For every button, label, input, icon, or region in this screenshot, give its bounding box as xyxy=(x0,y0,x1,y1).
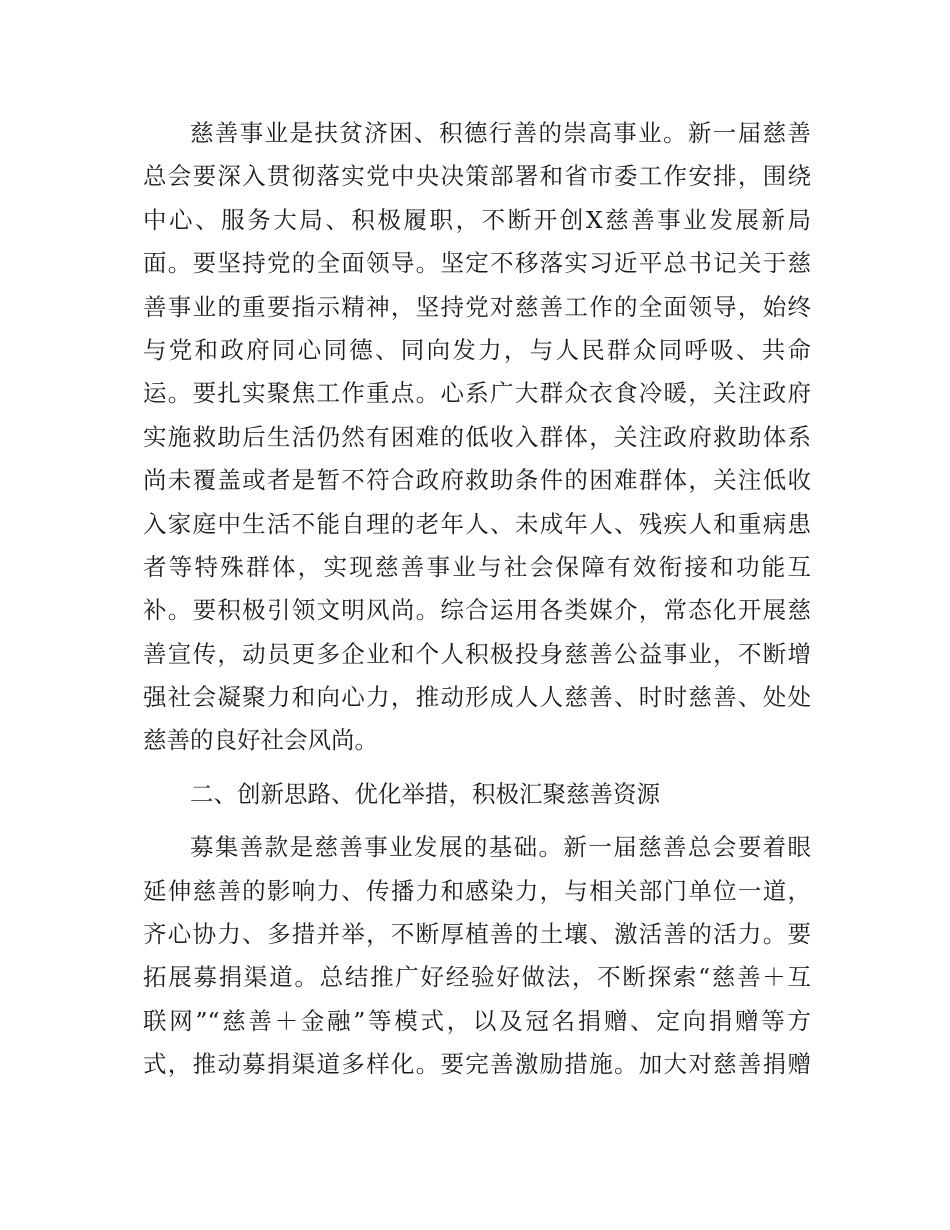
paragraph-line: 联网”“慈善＋金融”等模式，以及冠名捐赠、定向捐赠等方 xyxy=(143,1006,811,1035)
paragraph-line: 慈善事业是扶贫济困、积德行善的崇高事业。新一届慈善 xyxy=(190,119,811,147)
paragraph-2 xyxy=(143,826,811,1086)
paragraph-line: 运。要扎实聚焦工作重点。心系广大群众衣食冷暖，关注政府 xyxy=(143,379,811,408)
paragraph-line: 善事业的重要指示精神，坚持党对慈善工作的全面领导，始终 xyxy=(143,292,811,321)
paragraph-1 xyxy=(143,112,811,763)
paragraph-line: 总会要深入贯彻落实党中央决策部署和省市委工作安排，围绕 xyxy=(143,162,811,191)
paragraph-line: 实施救助后生活仍然有困难的低收入群体，关注政府救助体系 xyxy=(143,422,811,451)
document-body xyxy=(143,112,811,1087)
paragraph-line: 强社会凝聚力和向心力，推动形成人人慈善、时时慈善、处处 xyxy=(143,683,811,712)
paragraph-line: 齐心协力、多措并举，不断厚植善的土壤、激活善的活力。要 xyxy=(143,920,811,949)
paragraph-line: 式，推动募捐渠道多样化。要完善激励措施。加大对慈善捐赠 xyxy=(143,1050,811,1079)
paragraph-line: 延伸慈善的影响力、传播力和感染力，与相关部门单位一道， xyxy=(143,876,811,905)
paragraph-line: 入家庭中生活不能自理的老年人、未成年人、残疾人和重病患 xyxy=(143,509,811,538)
paragraph-line: 者等特殊群体，实现慈善事业与社会保障有效衔接和功能互 xyxy=(143,552,811,581)
paragraph-line: 面。要坚持党的全面领导。坚定不移落实习近平总书记关于慈 xyxy=(143,249,811,278)
paragraph-line: 慈善的良好社会风尚。 xyxy=(143,726,378,755)
section-heading: 二、创新思路、优化举措，积极汇聚慈善资源 xyxy=(190,779,660,808)
paragraph-line: 中心、服务大局、积极履职，不断开创X慈善事业发展新局 xyxy=(143,205,811,234)
paragraph-line: 尚未覆盖或者是暂不符合政府救助条件的困难群体，关注低收 xyxy=(143,466,811,495)
paragraph-line: 拓展募捐渠道。总结推广好经验好做法，不断探索“慈善＋互 xyxy=(143,963,811,992)
paragraph-gap xyxy=(143,816,811,826)
paragraph-line: 善宣传，动员更多企业和个人积极投身慈善公益事业，不断增 xyxy=(143,639,811,668)
paragraph-line: 补。要积极引领文明风尚。综合运用各类媒介，常态化开展慈 xyxy=(143,596,811,625)
paragraph-line: 募集善款是慈善事业发展的基础。新一届慈善总会要着眼 xyxy=(190,833,811,862)
paragraph-line: 与党和政府同心同德、同向发力，与人民群众同呼吸、共命 xyxy=(143,335,811,364)
paragraph-gap xyxy=(143,763,811,773)
